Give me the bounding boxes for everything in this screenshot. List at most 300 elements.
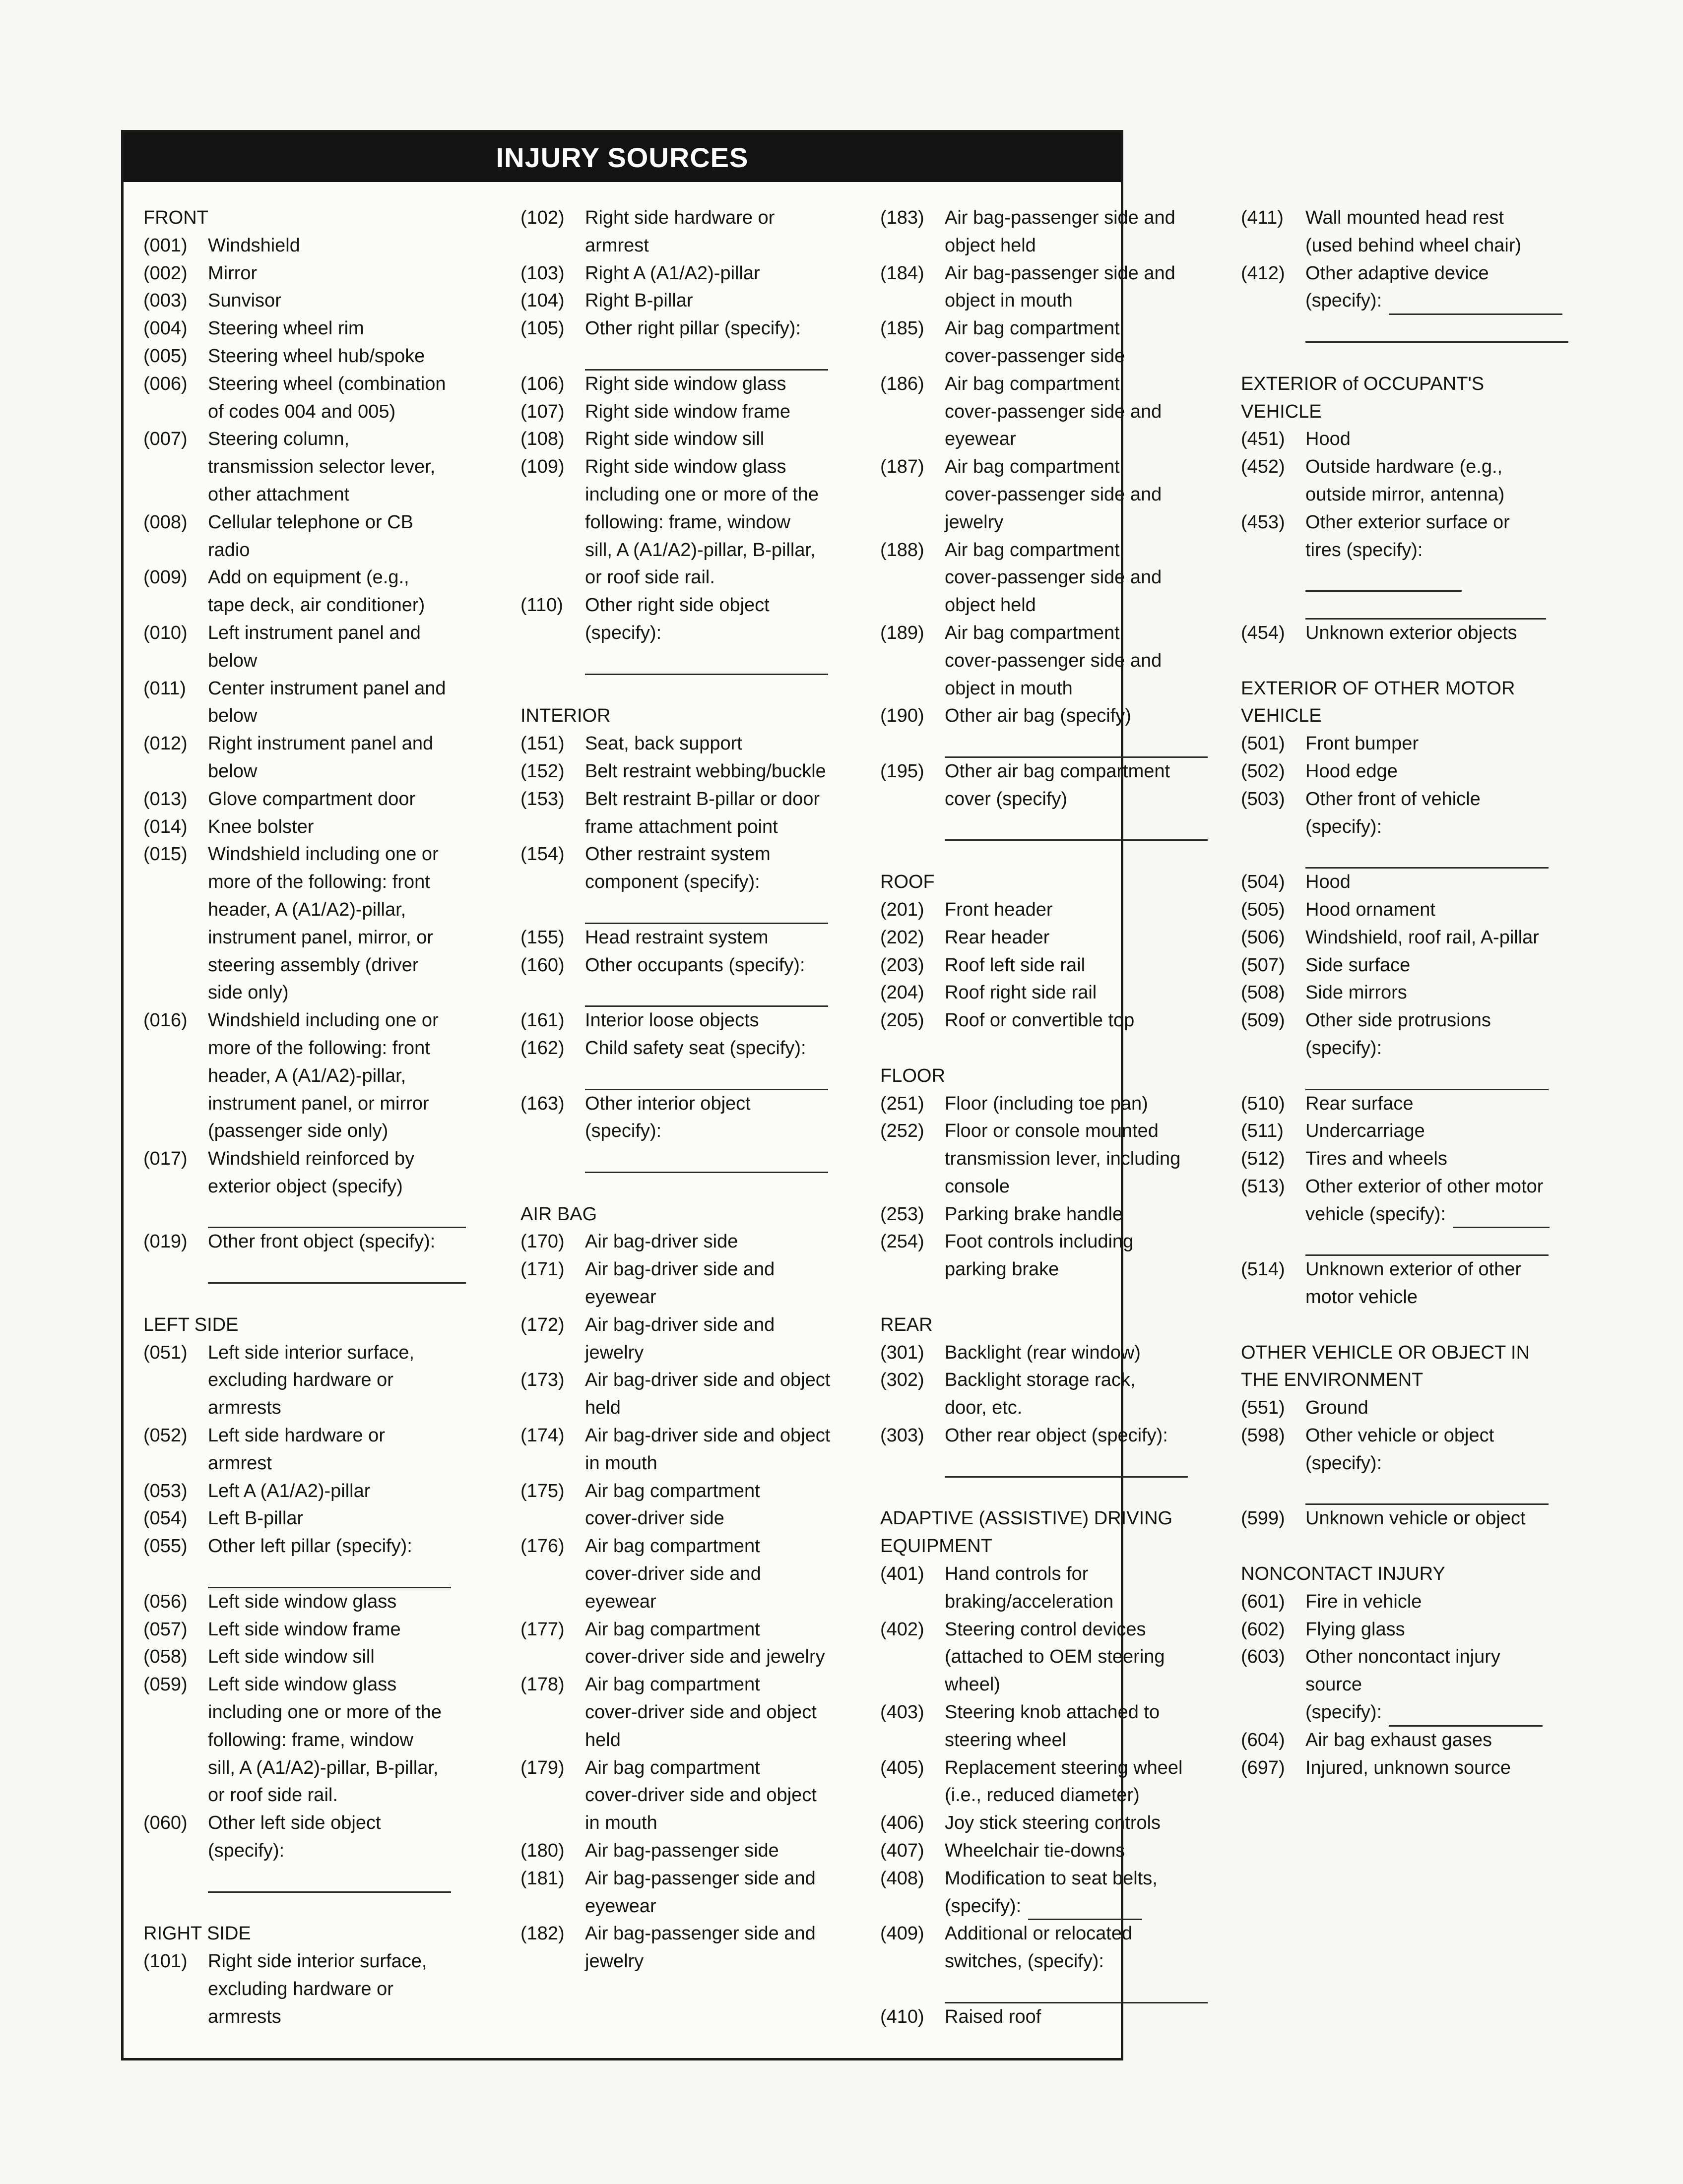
entry-code [143, 1837, 208, 1865]
entry-text-cell [208, 1976, 491, 2003]
entry-text: object held [945, 595, 1036, 616]
entry-text: Air bag compartment [945, 539, 1120, 561]
entry-text-cell [945, 1616, 1228, 1644]
entry-text: eyewear [585, 1287, 656, 1308]
entry-continuation [143, 1035, 491, 1062]
entry-text-cell [585, 1367, 868, 1394]
code-entry [143, 1588, 491, 1616]
entry-text: object in mouth [945, 290, 1073, 312]
entry-code: (006) [143, 373, 188, 394]
code-entry [880, 896, 1228, 924]
entry-code [143, 952, 208, 980]
entry-text-cell [945, 702, 1228, 730]
entry-text-cell [945, 1118, 1228, 1145]
entry-text: Roof right side rail [945, 982, 1097, 1003]
specify-field[interactable] [945, 818, 1208, 841]
entry-text-cell [945, 1976, 1228, 2003]
entry-text-cell [585, 1699, 868, 1727]
entry-text-cell [208, 1754, 491, 1782]
entry-text-cell [945, 1671, 1228, 1699]
entry-text-cell [585, 1145, 868, 1173]
entry-code: (202) [880, 927, 924, 948]
entry-code: (017) [143, 1148, 188, 1170]
entry-text: Hood ornament [1305, 899, 1435, 920]
entry-text: Right side window sill [585, 429, 765, 450]
entry-text-cell [1305, 869, 1598, 896]
entry-text-cell [1305, 453, 1598, 481]
entry-continuation [143, 537, 491, 564]
entry-text-cell [1305, 1090, 1598, 1118]
entry-text-cell [585, 1837, 868, 1865]
entry-text-cell [945, 1367, 1228, 1394]
entry-text: Front header [945, 899, 1053, 920]
entry-continuation [1241, 1671, 1598, 1699]
entry-continuation [880, 786, 1228, 813]
entry-text: Rear header [945, 927, 1050, 948]
entry-code: (055) [143, 1536, 188, 1557]
code-entry [143, 1007, 491, 1035]
entry-code: (514) [1241, 1259, 1285, 1280]
entry-continuation [520, 1560, 868, 1588]
entry-code: (053) [143, 1480, 188, 1501]
code-entry [143, 1422, 491, 1450]
entry-text-cell [585, 232, 868, 260]
entry-text: Steering knob attached to [945, 1702, 1160, 1723]
entry-continuation [520, 1339, 868, 1367]
specify-field[interactable] [208, 1566, 451, 1588]
entry-text-cell [585, 1422, 868, 1450]
code-entry [520, 1256, 868, 1284]
entry-continuation [880, 398, 1228, 426]
entry-code [1241, 537, 1305, 564]
entry-code: (171) [520, 1259, 565, 1280]
entry-text: Right side interior surface, [208, 1951, 427, 1972]
entry-text-cell [945, 1810, 1228, 1837]
entry-text-cell [585, 1090, 868, 1118]
entry-text: Belt restraint B-pillar or door [585, 788, 820, 810]
entry-text-cell [208, 702, 491, 730]
entry-text: Floor (including toe pan) [945, 1093, 1148, 1114]
specify-field[interactable] [1305, 569, 1462, 592]
specify-field[interactable] [208, 1871, 451, 1893]
entry-code: (010) [143, 622, 188, 643]
entry-continuation [880, 481, 1228, 509]
entry-code [143, 647, 208, 675]
column-3 [880, 204, 1228, 2031]
entry-text: Other air bag compartment [945, 760, 1170, 782]
specify-field[interactable] [1305, 1068, 1549, 1090]
entry-text: Modification to seat belts, [945, 1868, 1158, 1889]
entry-text-cell [208, 1422, 491, 1450]
entry-text-cell [208, 481, 491, 509]
entry-code: (405) [880, 1757, 924, 1778]
code-entry [520, 1837, 868, 1865]
entry-code [520, 1699, 585, 1727]
code-entry [880, 260, 1228, 288]
code-entry [143, 730, 491, 758]
entry-text-cell [1305, 1035, 1598, 1062]
entry-continuation [880, 1394, 1228, 1422]
entry-text-cell [585, 1588, 868, 1616]
entry-text-cell [208, 1810, 491, 1837]
entry-continuation [1241, 1284, 1598, 1311]
entry-code: (060) [143, 1812, 188, 1834]
entry-text: Unknown vehicle or object [1305, 1508, 1526, 1529]
entry-text-cell [585, 1505, 868, 1533]
entry-text-cell [208, 1145, 491, 1173]
entry-continuation [143, 1754, 491, 1782]
code-entry [143, 1643, 491, 1671]
entry-text-cell [208, 841, 491, 869]
entry-code [143, 398, 208, 426]
entry-text: exterior object (specify) [208, 1176, 403, 1197]
entry-text: Side surface [1305, 954, 1411, 976]
specify-line-row [520, 647, 868, 675]
specify-field[interactable] [585, 653, 828, 675]
injury-sources-frame [121, 130, 1544, 2060]
entry-continuation [143, 1062, 491, 1090]
entry-code: (005) [143, 345, 188, 367]
entry-code: (160) [520, 954, 565, 976]
entry-text: Air bag-driver side and [585, 1259, 775, 1280]
entry-text: cover (specify) [945, 788, 1068, 810]
code-entry [1241, 1643, 1598, 1671]
entry-text-cell [945, 371, 1228, 398]
code-entry [143, 813, 491, 841]
entry-text-cell [585, 1062, 868, 1090]
specify-field[interactable] [945, 1981, 1208, 2003]
entry-text: Seat, back support [585, 733, 742, 754]
entry-text: Other right side object [585, 595, 770, 616]
entry-code: (406) [880, 1812, 924, 1834]
specify-line-row [520, 343, 868, 371]
entry-code [880, 1671, 945, 1699]
specify-field[interactable] [585, 902, 828, 924]
entry-code [1241, 564, 1305, 592]
entry-text: Right A (A1/A2)-pillar [585, 262, 760, 284]
entry-text-cell [1305, 1201, 1598, 1229]
entry-code: (503) [1241, 788, 1285, 810]
entry-text-cell [208, 1478, 491, 1505]
entry-text-cell [945, 1145, 1228, 1173]
entry-text: tires (specify): [1305, 539, 1423, 561]
entry-text-cell [945, 1920, 1228, 1948]
entry-text-cell [585, 924, 868, 952]
entry-text: vehicle (specify): [1305, 1203, 1446, 1225]
entry-code [520, 620, 585, 647]
entry-text: Right side window frame [585, 401, 790, 422]
entry-text: Other interior object [585, 1093, 751, 1114]
entry-text: parking brake [945, 1259, 1059, 1280]
entry-code [520, 1145, 585, 1173]
entry-code: (058) [143, 1646, 188, 1668]
entry-text-cell [945, 287, 1228, 315]
code-entry [520, 1533, 868, 1560]
entry-text: (attached to OEM steering [945, 1646, 1165, 1668]
entry-text-cell [1305, 287, 1598, 315]
entry-continuation [143, 1727, 491, 1754]
entry-code [880, 1173, 945, 1201]
entry-text-cell [585, 564, 868, 592]
entry-continuation [880, 1643, 1228, 1671]
entry-continuation [143, 398, 491, 426]
specify-field[interactable] [1305, 320, 1568, 343]
code-entry [1241, 620, 1598, 647]
entry-text-cell [208, 509, 491, 537]
entry-text: cover-passenger side and [945, 401, 1162, 422]
code-entry [1241, 869, 1598, 896]
entry-text: Other air bag (specify) [945, 705, 1131, 727]
entry-text-cell [585, 952, 868, 980]
specify-line-row [1241, 564, 1598, 592]
entry-text-cell [208, 1090, 491, 1118]
entry-code [143, 1090, 208, 1118]
specify-field[interactable] [1453, 1206, 1550, 1228]
entry-text: Mirror [208, 262, 258, 284]
entry-code [143, 1394, 208, 1422]
entry-text-cell [1305, 315, 1598, 343]
entry-code [880, 647, 945, 675]
entry-text: Steering column, [208, 429, 350, 450]
entry-text: Steering wheel (combination [208, 373, 446, 394]
specify-field[interactable] [208, 1261, 466, 1284]
entry-text-cell [585, 1394, 868, 1422]
entry-code [880, 1145, 945, 1173]
entry-code: (453) [1241, 511, 1285, 533]
entry-text-cell [945, 2003, 1228, 2031]
entry-continuation [143, 869, 491, 896]
section-spacer [520, 675, 868, 703]
entry-text-cell [208, 1228, 491, 1256]
entry-text-cell [208, 398, 491, 426]
entry-text-cell [585, 1727, 868, 1754]
entry-code [880, 1256, 945, 1284]
entry-continuation [1241, 537, 1598, 564]
entry-text-cell [585, 1754, 868, 1782]
entry-code: (179) [520, 1757, 565, 1778]
entry-code [880, 1782, 945, 1810]
entry-code: (195) [880, 760, 924, 782]
entry-text: armrests [208, 1397, 281, 1419]
section-heading: FLOOR [880, 1065, 945, 1086]
entry-continuation [143, 1699, 491, 1727]
entry-text: Air bag compartment [945, 318, 1120, 339]
code-entry [1241, 509, 1598, 537]
entry-text: Air bag-driver side and object [585, 1370, 831, 1391]
entry-text: Flying glass [1305, 1619, 1405, 1640]
specify-field[interactable] [1389, 293, 1562, 315]
entry-code [143, 1201, 208, 1229]
code-entry [520, 1671, 868, 1699]
entry-text-cell [585, 260, 868, 288]
section-spacer [143, 1284, 491, 1311]
specify-field[interactable] [1305, 1483, 1549, 1505]
entry-code [143, 1035, 208, 1062]
entry-continuation [520, 509, 868, 537]
entry-text: source [1305, 1674, 1362, 1695]
entry-code [143, 453, 208, 481]
entry-text: tape deck, air conditioner) [208, 595, 425, 616]
entry-code: (105) [520, 318, 565, 339]
entry-text: cover-driver side and jewelry [585, 1646, 825, 1668]
entry-continuation [143, 1394, 491, 1422]
entry-code [143, 1727, 208, 1754]
entry-code: (177) [520, 1619, 565, 1640]
entry-text: object held [945, 235, 1036, 256]
entry-text-cell [945, 647, 1228, 675]
code-entry [143, 1948, 491, 1976]
entry-code: (174) [520, 1425, 565, 1446]
entry-text-cell [1305, 1699, 1598, 1727]
entry-continuation [1241, 1450, 1598, 1478]
specify-field[interactable] [945, 736, 1208, 758]
section-spacer [880, 1035, 1228, 1062]
entry-code: (511) [1241, 1121, 1284, 1142]
entry-text-cell [208, 1035, 491, 1062]
entry-text: header, A (A1/A2)-pillar, [208, 1065, 406, 1086]
entry-code [143, 1173, 208, 1201]
entry-code: (185) [880, 318, 924, 339]
entry-continuation [880, 1173, 1228, 1201]
entry-text-cell [945, 1865, 1228, 1893]
entry-text-cell [208, 1727, 491, 1754]
specify-field[interactable] [1305, 1234, 1549, 1256]
code-entry [1241, 1145, 1598, 1173]
entry-text: switches, (specify): [945, 1951, 1104, 1972]
entry-code [143, 1754, 208, 1782]
entry-text-cell [585, 979, 868, 1007]
entry-continuation [520, 1505, 868, 1533]
entry-text-cell [945, 1339, 1228, 1367]
specify-field[interactable] [585, 348, 828, 371]
entry-text: header, A (A1/A2)-pillar, [208, 899, 406, 920]
entry-text-cell [945, 1228, 1228, 1256]
entry-text: Steering control devices [945, 1619, 1146, 1640]
entry-code: (056) [143, 1591, 188, 1612]
code-entry [880, 204, 1228, 232]
entry-text: eyewear [585, 1591, 656, 1612]
specify-field[interactable] [585, 1068, 828, 1090]
code-entry [520, 1035, 868, 1062]
entry-text-cell [208, 453, 491, 481]
code-entry [143, 343, 491, 371]
entry-code [880, 564, 945, 592]
entry-continuation [520, 620, 868, 647]
code-entry [1241, 1422, 1598, 1450]
entry-code: (252) [880, 1121, 924, 1142]
entry-continuation [520, 1782, 868, 1810]
entry-text-cell [945, 1450, 1228, 1478]
entry-code [143, 979, 208, 1007]
section-heading: AIR BAG [520, 1203, 597, 1225]
code-entry [880, 1367, 1228, 1394]
entry-code: (599) [1241, 1508, 1285, 1529]
entry-text-cell [1305, 1394, 1598, 1422]
entry-code: (254) [880, 1231, 924, 1252]
entry-code [1241, 1201, 1305, 1229]
entry-text: Left A (A1/A2)-pillar [208, 1480, 371, 1501]
entry-text-cell [585, 1560, 868, 1588]
entry-text-cell [208, 592, 491, 620]
entry-text: cover-passenger side and [945, 650, 1162, 671]
entry-code: (253) [880, 1203, 924, 1225]
code-entry [1241, 1727, 1598, 1754]
entry-text: (specify): [585, 622, 662, 643]
entry-continuation [143, 453, 491, 481]
entry-text: Air bag compartment [945, 622, 1120, 643]
entry-text-cell [945, 1007, 1228, 1035]
entry-text: jewelry [945, 511, 1004, 533]
specify-field[interactable] [1305, 597, 1546, 620]
code-entry [1241, 1090, 1598, 1118]
specify-field[interactable] [585, 1151, 828, 1173]
entry-text-cell [208, 730, 491, 758]
entry-continuation [143, 647, 491, 675]
code-entry [880, 1865, 1228, 1893]
entry-text: frame attachment point [585, 816, 778, 837]
code-entry [1241, 1256, 1598, 1284]
specify-line-row [880, 1450, 1228, 1478]
entry-code [520, 1782, 585, 1810]
entry-code: (172) [520, 1314, 565, 1335]
code-entry [1241, 730, 1598, 758]
code-entry [520, 453, 868, 481]
entry-text-cell [585, 426, 868, 453]
entry-continuation [880, 1588, 1228, 1616]
specify-field[interactable] [1028, 1898, 1142, 1920]
entry-continuation [143, 952, 491, 980]
entry-text-cell [945, 592, 1228, 620]
entry-text-cell [945, 537, 1228, 564]
entry-code [1241, 1062, 1305, 1090]
entry-continuation [143, 758, 491, 786]
code-entry [880, 1118, 1228, 1145]
entry-text-cell [945, 453, 1228, 481]
specify-field[interactable] [585, 985, 828, 1007]
code-entry [520, 786, 868, 813]
code-entry [143, 287, 491, 315]
specify-field[interactable] [1305, 846, 1549, 869]
entry-code [143, 702, 208, 730]
entry-code: (509) [1241, 1010, 1285, 1031]
code-entry [880, 453, 1228, 481]
entry-text-cell [208, 1007, 491, 1035]
entry-code: (002) [143, 262, 188, 284]
entry-continuation [880, 1893, 1228, 1921]
section-heading: FRONT [143, 207, 208, 228]
entry-text: Other restraint system [585, 844, 771, 865]
entry-text-cell [585, 1782, 868, 1810]
code-entry [143, 1505, 491, 1533]
specify-field[interactable] [945, 1455, 1188, 1478]
entry-code: (014) [143, 816, 188, 837]
entry-continuation [520, 1588, 868, 1616]
entry-text: Other left side object [208, 1812, 381, 1834]
entry-continuation [143, 2003, 491, 2031]
entry-code: (162) [520, 1037, 565, 1059]
entry-continuation [880, 1948, 1228, 1976]
section-heading: VEHICLE [1241, 705, 1322, 727]
section-spacer [143, 1893, 491, 1921]
entry-code: (155) [520, 927, 565, 948]
column-4 [1241, 204, 1598, 1782]
entry-text-cell [945, 343, 1228, 371]
entry-code: (506) [1241, 927, 1285, 948]
entry-text: (specify): [945, 1895, 1022, 1917]
specify-field[interactable] [1389, 1704, 1543, 1727]
specify-field[interactable] [208, 1206, 466, 1228]
code-entry [880, 1422, 1228, 1450]
